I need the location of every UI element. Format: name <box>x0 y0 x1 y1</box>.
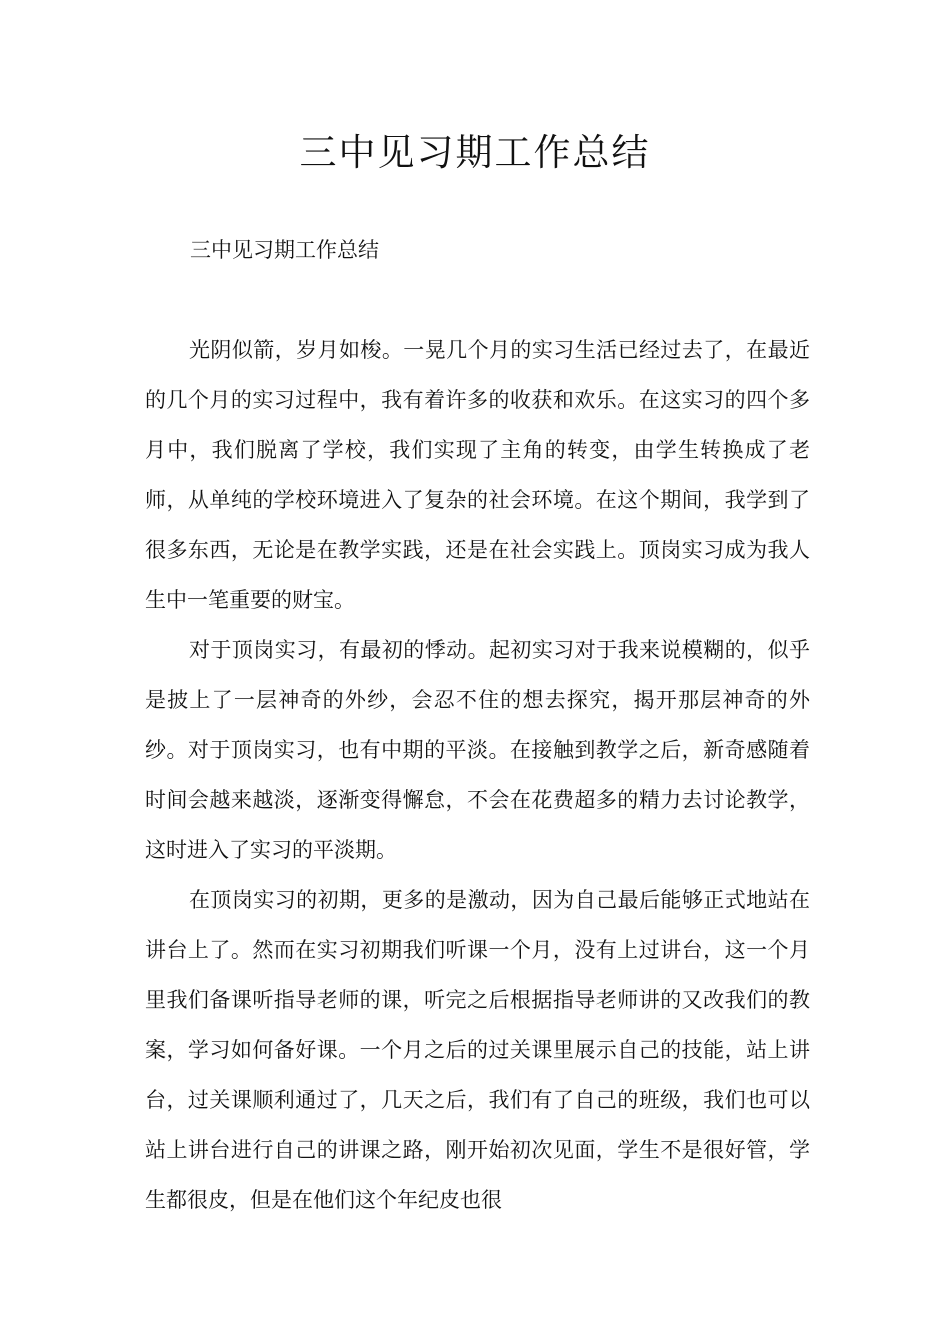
body-paragraph: 对于顶岗实习，有最初的悸动。起初实习对于我来说模糊的，似乎是披上了一层神奇的外纱，会忍不住的想去探究，揭开那层神奇的外纱。对于顶岗实习，也有中期的平淡。在接触到教学之后，新奇感随着时间会越来越淡，逐渐变得懈怠，不会在花费超多的精力去讨论教学，这时进入了实习的平淡期。 <box>145 638 810 862</box>
document-title: 三中见习期工作总结 <box>299 131 651 174</box>
body-paragraph: 在顶岗实习的初期，更多的是激动，因为自己最后能够正式地站在讲台上了。然而在实习初期我们听课一个月，没有上过讲台，这一个月里我们备课听指导老师的课，听完之后根据指导老师讲的又改我们的教案，学习如何备好课。一个月之后的过关课里展示自己的技能，站上讲台，过关课顺利通过了，几天之后，我们有了自己的班级，我们也可以站上讲台进行自己的讲课之路，刚开始初次见面，学生不是很好管，学生都很皮，但是在他们这个年纪皮也很 <box>145 888 810 1212</box>
body-paragraph: 光阴似箭，岁月如梭。一晃几个月的实习生活已经过去了，在最近的几个月的实习过程中，我有着许多的收获和欢乐。在这实习的四个多月中，我们脱离了学校，我们实现了主角的转变，由学生转换成了老师，从单纯的学校环境进入了复杂的社会环境。在这个期间，我学到了很多东西，无论是在教学实践，还是在社会实践上。顶岗实习成为我人生中一笔重要的财宝。 <box>145 338 810 612</box>
document-body <box>145 325 810 1225</box>
document-subtitle: 三中见习期工作总结 <box>190 238 379 262</box>
